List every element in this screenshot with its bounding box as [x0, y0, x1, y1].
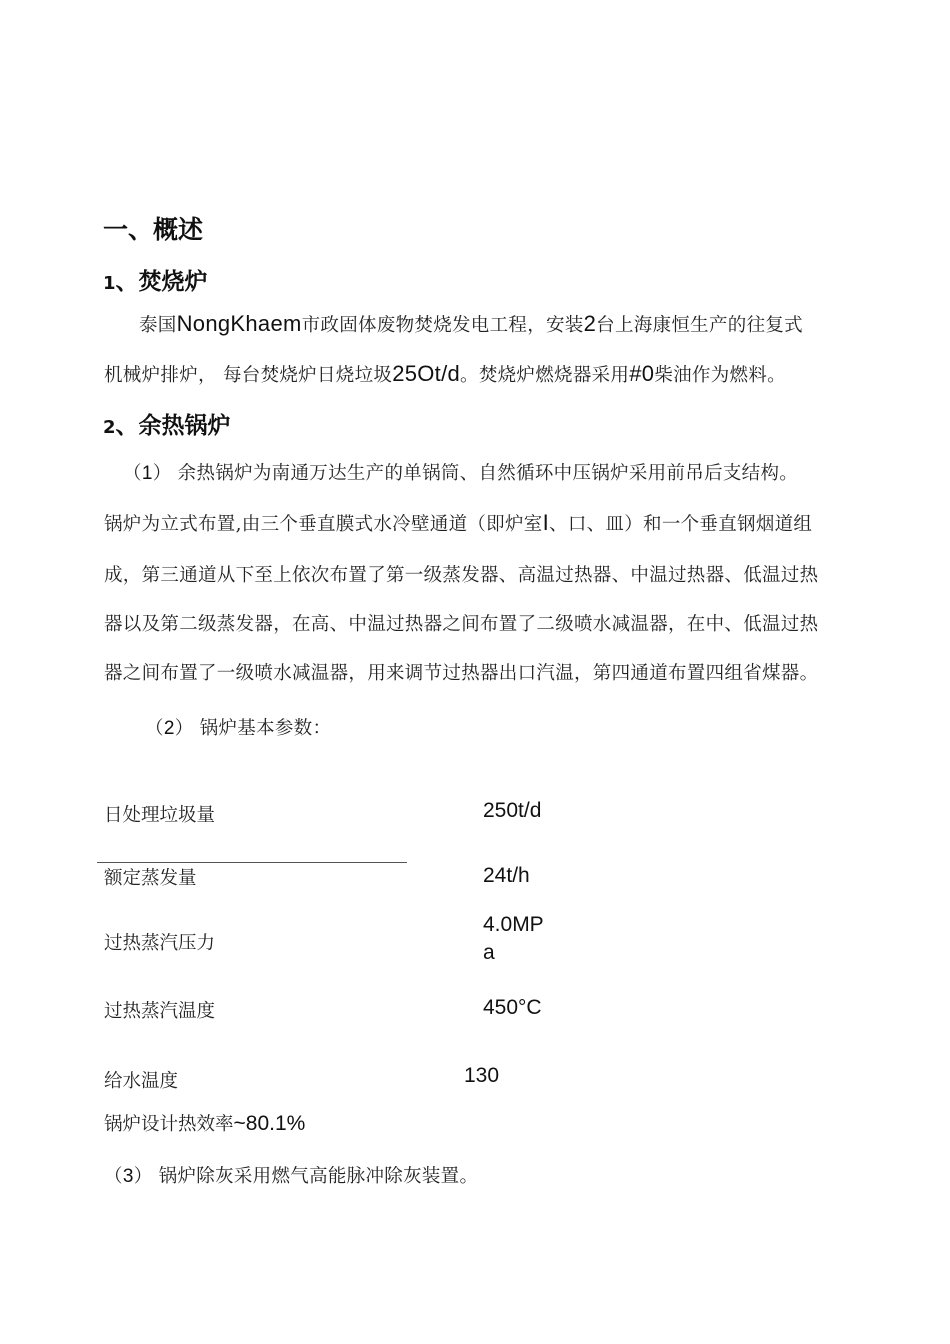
text-run: 3	[122, 1166, 134, 1187]
param-value: 130	[464, 1064, 500, 1087]
param-label: 日处理垃圾量	[104, 805, 216, 826]
text-run: 。焚烧炉燃烧器采用	[460, 365, 630, 386]
paragraph-line	[145, 714, 331, 740]
paragraph-line: 成，第三通道从下至上依次布置了第一级蒸发器、高温过热器、中温过热器、低温过热	[104, 565, 819, 586]
param-label: 过热蒸汽压力	[104, 933, 216, 954]
subsection-title: 、焚烧炉	[115, 269, 208, 295]
paragraph-line	[104, 361, 786, 387]
param-label: 过热蒸汽温度	[104, 1001, 216, 1022]
text-run: （	[145, 718, 164, 739]
text-run: 1	[141, 463, 153, 484]
text-run: NongKhaem	[176, 311, 302, 336]
subsection-heading-boiler	[103, 407, 231, 440]
paragraph-line	[139, 311, 803, 337]
text-run: #0	[629, 361, 655, 386]
paragraph-line: 器以及第二级蒸发器，在高、中温过热器之间布置了二级喷水减温器，在中、低温过热	[104, 614, 819, 635]
subsection-number: 2	[103, 417, 116, 438]
param-value: 24t/h	[483, 864, 530, 887]
paragraph-line	[104, 1162, 478, 1188]
text-run: 泰国	[139, 315, 177, 336]
text-run: 柴油作为燃料。	[654, 365, 786, 386]
text-run: 2	[163, 718, 175, 739]
param-value: 450°C	[483, 996, 542, 1019]
efficiency-value: ~80.1%	[233, 1112, 306, 1135]
section-title: 一、概述	[103, 215, 204, 244]
paragraph-line: 器之间布置了一级喷水减温器，用来调节过热器出口汽温，第四通道布置四组省煤器。	[104, 663, 819, 684]
text-run: I	[542, 510, 550, 535]
param-value: a	[483, 941, 495, 964]
text-run: ） 锅炉基本参数：	[174, 718, 332, 739]
divider	[97, 862, 407, 863]
text-run: （	[104, 1166, 123, 1187]
subsection-title: 、余热锅炉	[115, 413, 231, 439]
text-run: 台上海康恒生产的往复式	[596, 315, 803, 336]
paragraph-line	[123, 459, 798, 485]
subsection-number: 1	[103, 273, 116, 294]
param-value: 4.0MP	[483, 913, 544, 936]
efficiency-line	[104, 1110, 305, 1136]
paragraph-line	[104, 510, 812, 536]
text-run: ） 余热锅炉为南通万达生产的单锅筒、自然循环中压锅炉采用前吊后支结构。	[152, 463, 799, 484]
efficiency-label: 锅炉设计热效率	[104, 1114, 234, 1135]
param-label: 额定蒸发量	[104, 868, 197, 889]
text-run: ） 锅炉除灰采用燃气高能脉冲除灰装置。	[133, 1166, 479, 1187]
text-run: 锅炉为立式布置,由三个垂直膜式水冷壁通道（即炉室	[104, 514, 543, 535]
text-run: （	[123, 463, 142, 484]
text-run: 25Ot/d	[392, 361, 461, 386]
text-run: 、口、皿）和一个垂直钢烟道组	[549, 514, 813, 535]
text-run: 市政固体废物焚烧发电工程，安装	[301, 315, 584, 336]
text-run: 机械炉排炉， 每台焚烧炉日烧垃圾	[104, 365, 393, 386]
param-label: 给水温度	[104, 1071, 179, 1092]
param-value: 250t/d	[483, 799, 542, 822]
text-run: 2	[583, 311, 597, 336]
subsection-heading-incinerator	[103, 263, 208, 296]
